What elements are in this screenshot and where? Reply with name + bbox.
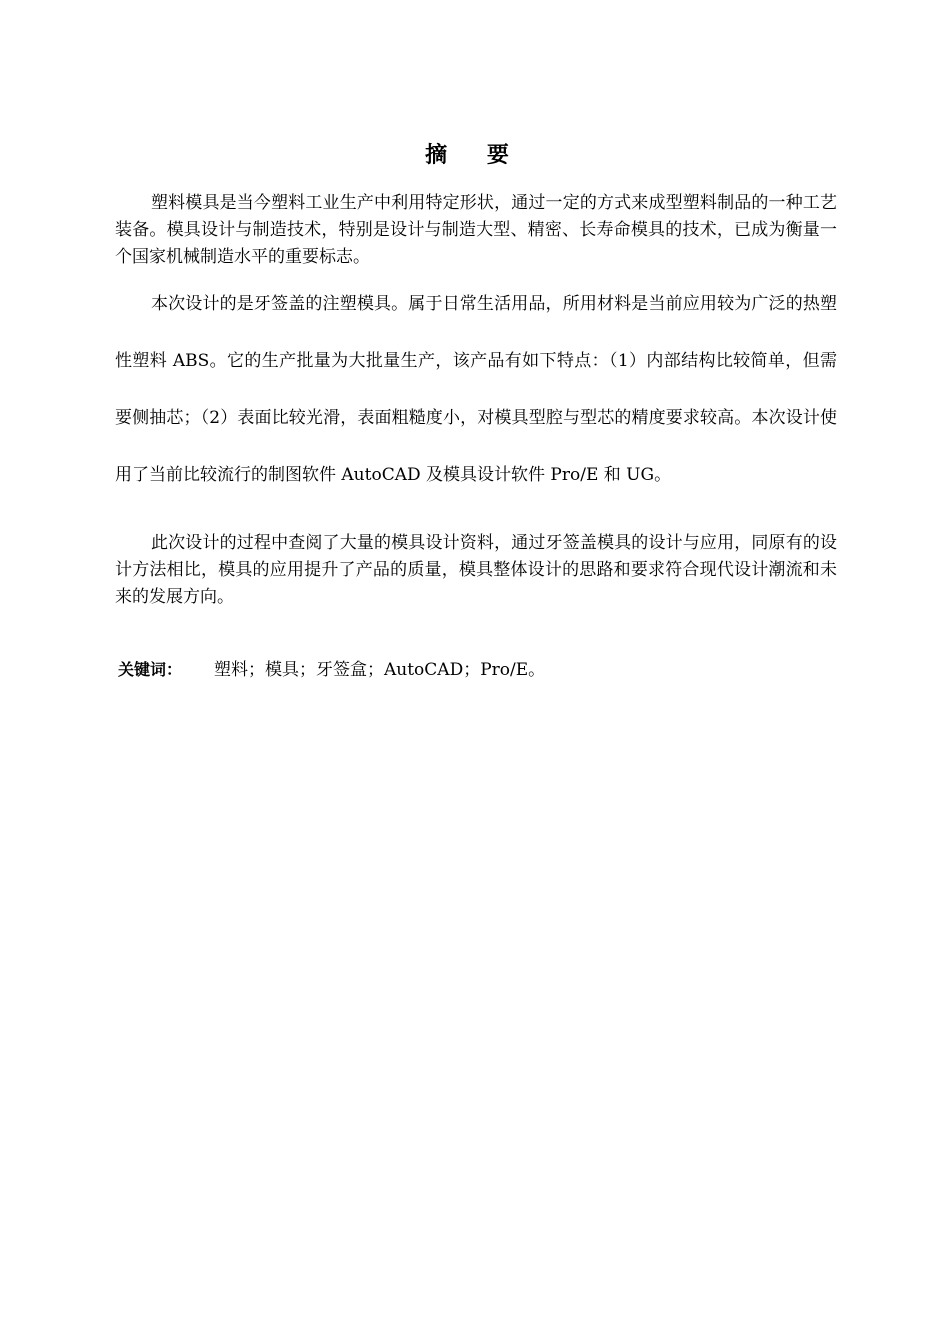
abstract-paragraph-3: 此次设计的过程中查阅了大量的模具设计资料，通过牙签盖模具的设计与应用，同原有的设计方法相比，模具的应用提升了产品的质量，模具整体设计的思路和要求符合现代设计潮流和未来的发展方向。 xyxy=(115,533,837,607)
keywords-text: 塑料；模具；牙签盒；AutoCAD；Pro/E。 xyxy=(214,660,546,680)
keywords-label: 关键词： xyxy=(118,660,183,679)
keywords-line xyxy=(118,656,545,684)
page-title: 摘 要 xyxy=(425,143,525,168)
abstract-paragraph-1: 塑料模具是当今塑料工业生产中利用特定形状，通过一定的方式来成型塑料制品的一种工艺装备。模具设计与制造技术，特别是设计与制造大型、精密、长寿命模具的技术，已成为衡量一个国家机械制造水平的重要标志。 xyxy=(115,193,837,267)
abstract-paragraph-2: 本次设计的是牙签盖的注塑模具。属于日常生活用品，所用材料是当前应用较为广泛的热塑性塑料 ABS。它的生产批量为大批量生产，该产品有如下特点：（1）内部结构比较简单，但需要侧抽芯；（2）表面比较光滑，表面粗糙度小，对模具型腔与型芯的精度要求较高。本次设计使用了当前比较流行的制图软件 AutoCAD 及模具设计软件 Pro/E 和 UG。 xyxy=(115,294,837,485)
